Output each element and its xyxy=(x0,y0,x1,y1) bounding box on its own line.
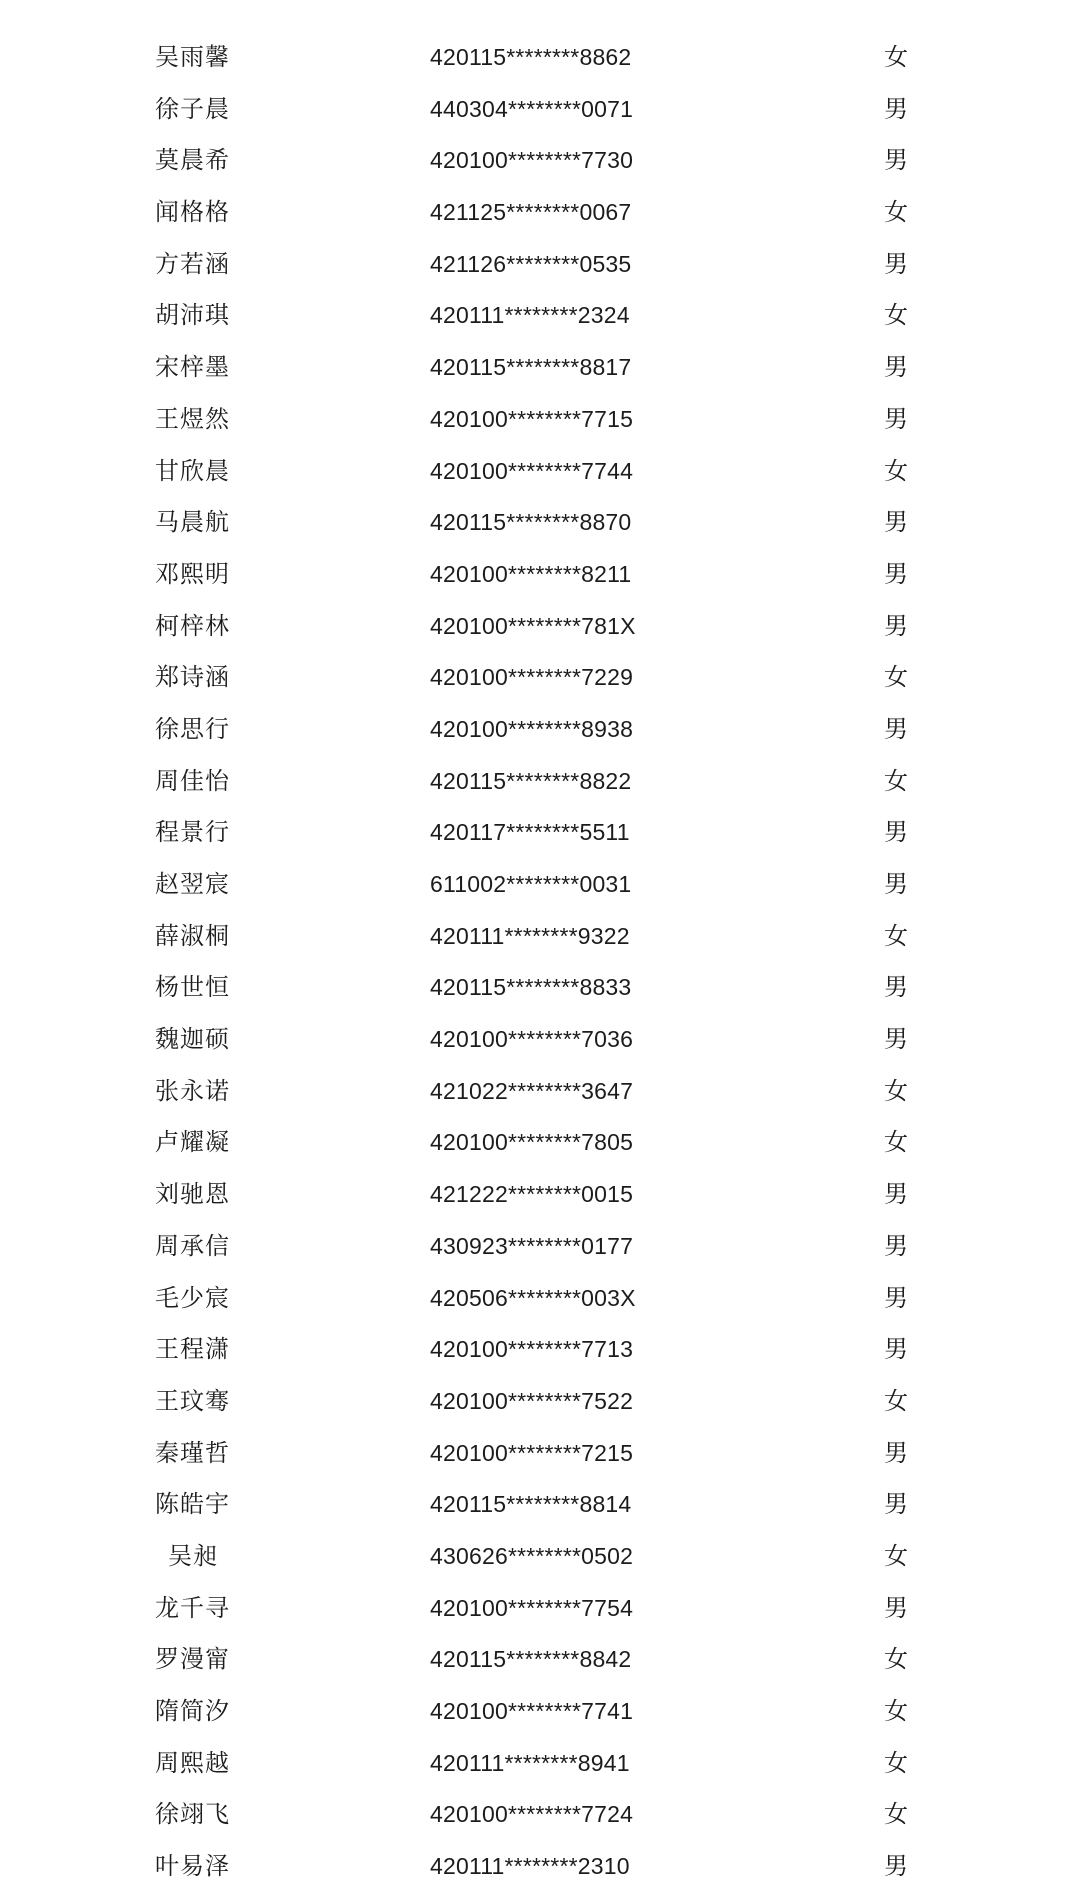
student-name: 吴昶 xyxy=(168,1541,218,1570)
student-name: 叶易泽 xyxy=(155,1852,230,1881)
id-number: 420100********7036 xyxy=(430,1026,634,1053)
id-number: 421125********0067 xyxy=(430,199,632,226)
id-number: 420100********7730 xyxy=(430,147,634,174)
roster-row xyxy=(0,84,1080,136)
roster-row xyxy=(0,704,1080,756)
student-name: 张永诺 xyxy=(155,1076,230,1105)
gender: 女 xyxy=(884,43,908,71)
gender: 男 xyxy=(884,146,908,175)
id-number: 420100********7215 xyxy=(430,1439,634,1466)
roster-row xyxy=(0,1324,1080,1376)
student-name: 毛少宸 xyxy=(155,1283,230,1312)
roster-row xyxy=(0,1686,1080,1738)
roster-row xyxy=(0,497,1080,549)
gender: 女 xyxy=(884,1800,908,1829)
student-name: 徐翊飞 xyxy=(155,1800,230,1829)
id-number: 420100********7754 xyxy=(430,1594,634,1621)
roster-row xyxy=(0,859,1080,911)
roster-row xyxy=(0,601,1080,653)
roster-row xyxy=(0,394,1080,446)
id-number: 420115********8822 xyxy=(430,767,632,794)
student-name: 莫晨希 xyxy=(155,146,230,175)
roster-row xyxy=(0,1634,1080,1686)
gender: 女 xyxy=(884,1128,908,1157)
roster-row xyxy=(0,32,1080,84)
gender: 男 xyxy=(884,870,908,898)
id-number: 440304********0071 xyxy=(430,95,634,122)
gender: 男 xyxy=(884,1283,908,1312)
roster-row xyxy=(0,1428,1080,1480)
gender: 女 xyxy=(884,198,908,227)
student-name: 马晨航 xyxy=(155,508,230,537)
gender: 女 xyxy=(884,456,908,485)
student-name: 罗漫甯 xyxy=(155,1645,230,1674)
gender: 男 xyxy=(884,1025,908,1054)
id-number: 420115********8862 xyxy=(430,44,632,70)
id-number: 420100********8938 xyxy=(430,715,634,742)
student-name: 甘欣晨 xyxy=(155,456,230,485)
student-name: 周佳怡 xyxy=(155,766,230,795)
roster-row xyxy=(0,1531,1080,1583)
id-number: 420111********2310 xyxy=(430,1853,630,1880)
student-name: 胡沛琪 xyxy=(155,301,230,330)
id-number: 420115********8817 xyxy=(430,354,632,381)
id-number: 420117********5511 xyxy=(430,819,630,846)
gender: 女 xyxy=(884,766,908,795)
gender: 男 xyxy=(884,249,908,278)
student-name: 方若涵 xyxy=(155,249,230,278)
roster-row xyxy=(0,135,1080,187)
roster-row xyxy=(0,1169,1080,1221)
gender: 男 xyxy=(884,1852,908,1881)
id-number: 420100********7713 xyxy=(430,1336,634,1363)
roster-row xyxy=(0,962,1080,1014)
id-number: 420506********003X xyxy=(430,1284,636,1311)
student-name: 郑诗涵 xyxy=(155,663,230,692)
gender: 女 xyxy=(884,663,908,692)
id-number: 420100********7715 xyxy=(430,405,634,432)
roster-row xyxy=(0,1738,1080,1790)
gender: 男 xyxy=(884,559,908,588)
id-number: 421222********0015 xyxy=(430,1181,634,1208)
id-number: 420115********8842 xyxy=(430,1646,632,1673)
roster-row xyxy=(0,1066,1080,1118)
id-number: 420115********8814 xyxy=(430,1491,632,1518)
roster-row xyxy=(0,1841,1080,1893)
roster-row xyxy=(0,446,1080,498)
id-number: 420100********7741 xyxy=(430,1698,634,1724)
roster-row xyxy=(0,756,1080,808)
roster-row xyxy=(0,239,1080,291)
gender: 女 xyxy=(884,1697,908,1725)
student-name: 徐子晨 xyxy=(155,94,230,123)
id-number: 421126********0535 xyxy=(430,250,632,277)
gender: 男 xyxy=(884,973,908,1002)
student-name: 周熙越 xyxy=(155,1748,230,1777)
gender: 女 xyxy=(884,1541,908,1570)
gender: 女 xyxy=(884,1076,908,1105)
roster-row xyxy=(0,1789,1080,1841)
gender: 男 xyxy=(884,404,908,433)
roster-row xyxy=(0,807,1080,859)
student-name: 宋梓墨 xyxy=(155,353,230,382)
roster-row xyxy=(0,187,1080,239)
id-number: 420100********7229 xyxy=(430,664,634,691)
student-roster xyxy=(0,32,1080,1890)
student-name: 杨世恒 xyxy=(155,973,230,1002)
student-name: 王程潇 xyxy=(155,1335,230,1364)
id-number: 421022********3647 xyxy=(430,1077,634,1104)
id-number: 420100********7744 xyxy=(430,457,634,484)
roster-row xyxy=(0,1273,1080,1325)
student-name: 吴雨馨 xyxy=(155,43,230,71)
roster-row xyxy=(0,1376,1080,1428)
gender: 女 xyxy=(884,921,908,950)
gender: 男 xyxy=(884,1335,908,1364)
student-name: 柯梓林 xyxy=(155,611,230,640)
gender: 女 xyxy=(884,1645,908,1674)
gender: 男 xyxy=(884,714,908,743)
gender: 男 xyxy=(884,611,908,640)
roster-row xyxy=(0,1117,1080,1169)
student-name: 刘驰恩 xyxy=(155,1180,230,1209)
roster-row xyxy=(0,1014,1080,1066)
id-number: 420115********8870 xyxy=(430,509,632,536)
roster-row xyxy=(0,290,1080,342)
id-number: 420115********8833 xyxy=(430,974,632,1001)
student-name: 闻格格 xyxy=(155,198,230,227)
student-name: 王煜然 xyxy=(155,404,230,433)
student-name: 卢耀凝 xyxy=(155,1128,230,1157)
student-name: 赵翌宸 xyxy=(155,870,230,898)
gender: 男 xyxy=(884,1593,908,1622)
id-number: 611002********0031 xyxy=(430,871,632,897)
roster-row xyxy=(0,1583,1080,1635)
id-number: 420100********7805 xyxy=(430,1129,634,1156)
id-number: 420100********8211 xyxy=(430,560,632,587)
student-name: 秦瑾哲 xyxy=(155,1438,230,1467)
id-number: 420111********2324 xyxy=(430,302,630,329)
roster-row xyxy=(0,1221,1080,1273)
gender: 男 xyxy=(884,1438,908,1467)
id-number: 420111********8941 xyxy=(430,1749,630,1776)
id-number: 430626********0502 xyxy=(430,1542,634,1569)
student-name: 隋简汐 xyxy=(155,1697,230,1725)
student-name: 徐思行 xyxy=(155,714,230,743)
student-name: 邓熙明 xyxy=(155,559,230,588)
student-name: 薛淑桐 xyxy=(155,921,230,950)
roster-row xyxy=(0,549,1080,601)
id-number: 430923********0177 xyxy=(430,1232,634,1259)
gender: 男 xyxy=(884,353,908,382)
gender: 男 xyxy=(884,1231,908,1260)
student-name: 程景行 xyxy=(155,818,230,847)
gender: 男 xyxy=(884,1490,908,1519)
gender: 男 xyxy=(884,1180,908,1209)
gender: 男 xyxy=(884,508,908,537)
gender: 男 xyxy=(884,818,908,847)
gender: 男 xyxy=(884,94,908,123)
gender: 女 xyxy=(884,1386,908,1415)
gender: 女 xyxy=(884,301,908,330)
roster-row xyxy=(0,652,1080,704)
roster-row xyxy=(0,911,1080,963)
id-number: 420100********7724 xyxy=(430,1801,634,1828)
id-number: 420100********7522 xyxy=(430,1387,634,1414)
student-name: 陈皓宇 xyxy=(155,1490,230,1519)
roster-row xyxy=(0,342,1080,394)
student-name: 周承信 xyxy=(155,1231,230,1260)
student-name: 王玟骞 xyxy=(155,1386,230,1415)
id-number: 420111********9322 xyxy=(430,922,630,949)
roster-row xyxy=(0,1479,1080,1531)
id-number: 420100********781X xyxy=(430,612,636,639)
student-name: 魏迦硕 xyxy=(155,1025,230,1054)
gender: 女 xyxy=(884,1748,908,1777)
student-name: 龙千寻 xyxy=(155,1593,230,1622)
